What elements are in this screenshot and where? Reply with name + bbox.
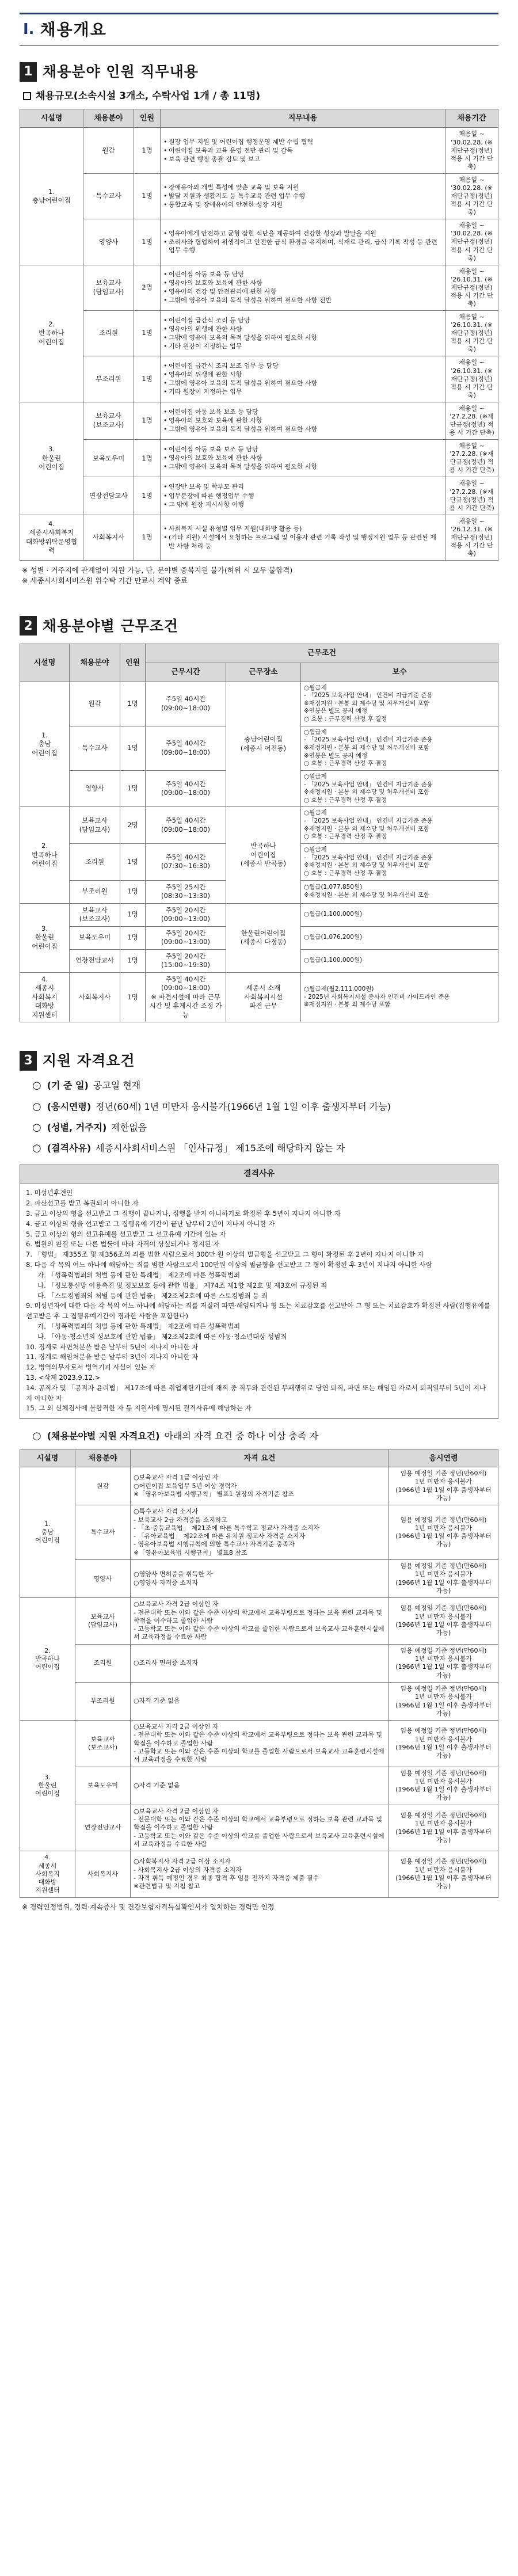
period-cell: 채용일 ~ '27.2.28. (※재단규정(정년) 적용 시 기간 단축) [445,477,498,515]
facility-name: 4. 세종시사회복지 대화방위탁운영협력 [20,515,83,560]
work-time: 주5일 40시간 (09:00~18:00) ※ 파견시설에 따라 근무시간 및 휴게시간 조정 가능 [146,972,226,1022]
table-row [20,1505,498,1560]
field-name: 특수교사 [75,1505,131,1560]
disqualification-item: 12. 병역의무자로서 병역기피 사실이 있는 자 [26,1363,156,1372]
facility-name: 4. 세종시 사회복지 대화방 지원센터 [20,1851,75,1897]
table-row [20,173,498,219]
headcount: 2명 [120,807,146,844]
headcount: 1명 [120,844,146,881]
table-row [20,440,498,477]
col-pay: 보수 [301,663,498,682]
section-1-title: 채용분야 인원 직무내용 [43,63,199,81]
positions-col-header: 채용분야 [83,109,134,128]
requirement-line [32,1121,498,1135]
work-conditions-table [20,644,498,1022]
section-2-title: 채용분야별 근무조건 [43,617,179,634]
field-name: 조리원 [83,311,134,356]
work-time: 주5일 40시간 (09:00~18:00) [146,726,226,770]
circle-bullet-icon: ○ [32,1100,41,1113]
period-cell: 채용일 ~ '27.2.28. (※재단규정(정년) 적용 시 기간 단축) [445,402,498,439]
field-name: 조리원 [75,1644,131,1682]
age-limit-cell: 임용 예정일 기준 정년(만60세) 1년 미만자 응시불가 (1966년 1월 1일 이후 출생자부터 가능) [389,1721,498,1767]
duty-item: • 어린이집 아동 보육 보조 등 담당 [163,446,442,454]
age-limit-cell: 임용 예정일 기준 정년(만60세) 1년 미만자 응시불가 (1966년 1월 1일 이후 출생자부터 가능) [389,1598,498,1644]
field-name: 보육도우미 [70,926,120,949]
headcount: 1명 [120,880,146,903]
age-limit-cell: 임용 예정일 기준 정년(만60세) 1년 미만자 응시불가 (1966년 1월 1일 이후 출생자부터 가능) [389,1505,498,1560]
disqualification-item: 나. 「아동·청소년의 성보호에 관한 법률」 제2조제2호에 따른 아동·청소년대상 성범죄 [37,1332,287,1341]
duties-cell [161,515,445,560]
disqualification-item: 11. 징계로 해임처분을 받은 날부터 3년이 지나지 아니한 자 [26,1353,199,1361]
duty-item: • 보육 관련 행정 총괄 검토 및 보고 [163,155,442,163]
qualification-text: 아래의 자격 요건 중 하나 이상 충족 자 [164,1430,318,1442]
duties-list [163,362,442,396]
qualification-cell: ○보육교사 자격 1급 이상인 자 ○어린이집 보육업무 5년 이상 경력자 ※「영유아보육법 시행규칙」 별표1 원장의 자격기준 참조 [131,1467,389,1505]
age-limit-cell: 임용 예정일 기준 정년(만60세) 1년 미만자 응시불가 (1966년 1월 1일 이후 출생자부터 가능) [389,1467,498,1505]
disqualification-item: 7. 「형법」 제355조 및 제356조의 죄를 범한 사람으로서 300만 원 이상의 벌금형을 선고받고 그 형이 확정된 후 2년이 지나지 아니한 자 [26,1250,424,1259]
period-cell: 채용일 ~ '26.10.31. (※재단규정(정년) 적용 시 기간 단축) [445,356,498,402]
duties-list [163,138,442,163]
facility-name: 3. 한울린 어린이집 [20,402,83,515]
disqualification-item: 3. 금고 이상의 형을 선고받고 그 집행이 끝나거나, 집행을 받지 아니하기로 확정된 후 5년이 지나지 아니한 자 [26,1209,341,1217]
work-time: 주5일 40시간 (09:00~18:00) [146,682,226,726]
table-row [20,1767,498,1805]
duty-item: • 사회복지 시설 유형별 업무 지원(대화방 활용 등) [163,525,442,533]
period-cell: 채용일 ~ '26.12.31. (※재단규정(정년) 적용 시 기간 단축) [445,515,498,560]
work-place: 충남어린이집 (세종시 어진동) [226,682,301,807]
pay-cell: ○월급제 - 「2025 보육사업 안내」 인건비 지급기준 준용 ※재정지원 · 본봉 외 제수당 및 처우개선비 포함 ○ 호봉 : 근무경력 산정 후 결정 [301,844,498,881]
duty-item: • 그밖에 영유아 보육의 목적 달성을 위하여 필요한 사항 [163,334,442,342]
age-limit-cell: 임용 예정일 기준 정년(만60세) 1년 미만자 응시불가 (1966년 1월 1일 이후 출생자부터 가능) [389,1560,498,1598]
field-name: 보육교사 (담임교사) [75,1598,131,1644]
duties-cell [161,173,445,219]
duty-item: • 그밖에 영유아 보육의 목적 달성을 위하여 필요한 사항 [163,463,442,471]
circle-bullet-icon: ○ [32,1142,41,1155]
duty-item: • 기타 원장이 지정하는 업무 [163,388,442,396]
page-header [20,13,498,46]
facility-name: 3. 한울린 어린이집 [20,1721,75,1851]
qualification-cell: ○특수교사 자격 소지자 - 보육교사 2급 자격증을 소지하고 - 「초·중등교육법」 제21조에 따른 특수학교 정교사 자격증 소지자 - 「유아교육법」 제22조에 따른 유치원 정교사 자격증 소지자 - 영유아보육법 시행규칙에 의한 특수교사 자격기준 충족자 ※「영유아보육법 시행규칙」 별표8 참조 [131,1505,389,1560]
field-name: 원감 [75,1467,131,1505]
pay-cell: ○월급(1,076,200원) [301,926,498,949]
col-place: 근무장소 [226,663,301,682]
table-row [20,311,498,356]
field-name: 사회복지사 [70,972,120,1022]
duty-item: • 발달 지원과 생활지도 등 특수교육 관련 업무 수행 [163,192,442,200]
table-row [20,128,498,173]
disqualification-item: 14. 공직자 및 「공직자 윤리법」 제17조에 따른 취업제한기관에 재직 중 직무와 관련된 부패행위로 당연 퇴직, 파면 또는 해임된 자로서 퇴직일부터 5년이 지나지 아니한 자 [26,1383,486,1402]
table-row [20,219,498,265]
duty-item: • 어린이집 아동 보육 보조 등 담당 [163,408,442,416]
requirement-label: (결격사유) [47,1143,92,1154]
table-row [20,972,498,1022]
positions-col-header: 인원 [134,109,161,128]
pay-cell: ○월급(1,077,850원) ※재정지원 · 본봉 외 제수당 및 처우개선비 포함 [301,880,498,903]
qualification-heading [32,1429,498,1443]
facility-name: 2. 반곡하나 어린이집 [20,807,70,903]
table-row [20,1644,498,1682]
period-cell: 채용일 ~ '26.10.31. (※재단규정(정년) 적용 시 기간 단축) [445,311,498,356]
disqualification-item: 나. 「정보통신망 이용촉진 및 정보보호 등에 관한 법률」 제74조 제1항 제2호 및 제3호에 규정된 죄 [37,1281,327,1289]
duties-cell [161,128,445,173]
field-name: 영양사 [75,1560,131,1598]
field-name: 보육교사 (담임교사) [83,265,134,310]
period-cell: 채용일 ~ '26.10.31. (※재단규정(정년) 적용 시 기간 단축) [445,265,498,310]
section-1-notes [22,565,498,586]
circle-bullet-icon: ○ [32,1121,41,1133]
headcount: 1명 [120,926,146,949]
qualification-col-header: 채용분야 [75,1449,131,1467]
qualification-cell: ○보육교사 자격 2급 이상인 자 - 전문대학 또는 이와 같은 수준 이상의 학교에서 교육부령으로 정하는 보육 관련 교과목 및 학점을 이수하고 졸업한 사람 - 고등학교 또는 이와 같은 수준 이상의 학교를 졸업한 사람으로서 보육교사 교육훈련시설에서 교육과정을 수료한 사람 [131,1721,389,1767]
qualification-col-header: 자격 요건 [131,1449,389,1467]
pay-cell: ○월급(1,100,000원) [301,949,498,972]
duties-cell [161,265,445,310]
disqualification-item: 6. 법원의 판결 또는 다른 법률에 따라 자격이 상실되거나 정지된 자 [26,1240,220,1249]
qualification-col-header: 응시연령 [389,1449,498,1467]
table-row [20,515,498,560]
duty-item: • 그 밖에 원장 지시사항 이행 [163,501,442,509]
table-row [20,265,498,310]
duty-item: • 그밖에 영유아 보육의 목적 달성을 위하여 필요한 사항 [163,425,442,433]
col-field: 채용분야 [70,644,120,682]
age-limit-cell: 임용 예정일 기준 정년(만60세) 1년 미만자 응시불가 (1966년 1월 1일 이후 출생자부터 가능) [389,1767,498,1805]
requirement-line [32,1100,498,1114]
field-name: 영양사 [83,219,134,265]
recruit-scale [23,90,498,103]
duty-item: • 어린이집 급간식 조리 등 담당 [163,317,442,325]
duties-list [163,446,442,471]
disqualification-item: 9. 미성년자에 대한 다음 각 목의 어느 하나에 해당하는 죄를 저질러 파면·해임되거나 형 또는 치료감호를 선고받아 그 형 또는 치료감호가 확정된 사람(집행유예를 선고받은 후 그 집행유예기간이 경과한 사람을 포함한다) [26,1302,490,1321]
section-1-heading [20,62,498,82]
work-place: 세종시 소재 사회복지시설 파견 근무 [226,972,301,1022]
work-time: 주5일 20시간 (09:00~13:00) [146,903,226,926]
section-2-heading [20,616,498,636]
duty-item: • 영유아에게 안전하고 균형 잡힌 식단을 제공하여 건강한 성장과 발달을 지원 [163,230,442,238]
duties-cell [161,311,445,356]
disqualification-item: 8. 다음 각 목의 어느 하나에 해당하는 죄를 범한 사람으로서 100만원 이상의 벌금형을 선고받고 그 형이 확정된 후 3년이 지나지 아니한 사람 [26,1261,432,1269]
positions-col-header: 직무내용 [161,109,445,128]
duty-item: • 어린이집 급간식 조리 보조 업무 등 담당 [163,362,442,370]
duty-item: • 어린이집 보육과 교육 운영 전반 관리 및 감독 [163,147,442,155]
duties-list [163,230,442,254]
note-line: ※ 세종시사회서비스원 위수탁 기간 만료시 계약 종료 [22,576,188,585]
disqualification-item: 다. 「스토킹범죄의 처벌 등에 관한 법률」 제2조제2호에 따른 스토킹범죄 등 죄 [37,1291,268,1300]
duties-cell [161,440,445,477]
work-time: 주5일 20시간 (15:00~19:30) [146,949,226,972]
headcount: 1명 [120,770,146,807]
qualification-cell: ○영양사 면허증을 취득한 자 ○영양사 자격증 소지자 [131,1560,389,1598]
headcount: 1명 [134,440,161,477]
table-row [20,1467,498,1505]
headcount: 1명 [120,972,146,1022]
table-row [20,1805,498,1851]
pay-cell: ○월급(1,100,000원) [301,903,498,926]
field-name: 보육도우미 [75,1767,131,1805]
facility-name: 3. 한울린 어린이집 [20,903,70,972]
duties-list [163,271,442,305]
facility-name: 1. 충남 어린이집 [20,682,70,807]
qualification-cell: ○자격 기준 없음 [131,1682,389,1720]
duty-item: • 연장반 보육 및 학부모 관리 [163,483,442,491]
requirement-line [32,1079,498,1093]
positions-table [20,109,498,561]
qualification-col-header: 시설명 [20,1449,75,1467]
table-row [20,402,498,439]
field-name: 조리원 [70,844,120,881]
headcount: 1명 [134,173,161,219]
pay-cell: ○월급제 - 「2025 보육사업 안내」 인건비 지급기준 준용 ※재정지원 · 본봉 외 제수당 및 처우개선비 포함 ※연봉은 별도 공지 예정 ○ 호봉 : 근무경력 산정 후 결정 [301,726,498,770]
table-row [20,1682,498,1720]
field-name: 부조리원 [70,880,120,903]
disqualification-item: 5. 금고 이상의 형의 선고유예를 선고받고 그 선고유예 기간에 있는 자 [26,1230,226,1238]
circle-bullet-icon: ○ [32,1079,41,1092]
section-1-number: 1 [20,62,37,82]
facility-name: 1. 충남 어린이집 [20,1467,75,1598]
field-name: 영양사 [70,770,120,807]
disqualification-item: 4. 금고 이상의 형을 선고받고 그 집행유예 기간이 끝난 날부터 2년이 지나지 아니한 자 [26,1219,275,1228]
section-3-heading [20,1051,498,1071]
requirement-line [32,1141,498,1155]
disqualification-item: 10. 징계로 파면처분을 받은 날부터 5년이 지나지 아니한 자 [26,1342,199,1351]
table-row [20,682,498,726]
field-name: 연장전담교사 [70,949,120,972]
work-time: 주5일 40시간 (09:00~18:00) [146,770,226,807]
col-time: 근무시간 [146,663,226,682]
field-name: 부조리원 [75,1682,131,1720]
period-cell: 채용일 ~ '27.2.28. (※재단규정(정년) 적용 시 기간 단축) [445,440,498,477]
facility-name: 1. 충남어린이집 [20,128,83,265]
headcount: 1명 [134,402,161,439]
duty-item: • 그밖에 영유아 보육의 목적 달성을 위하여 필요한 사항 전반 [163,296,442,305]
duties-list [163,184,442,209]
headcount: 1명 [134,515,161,560]
page-header-number: Ⅰ. [23,21,35,39]
work-time: 주5일 40시간 (07:30~16:30) [146,844,226,881]
duties-list [163,408,442,433]
duty-item: • 영유아의 위생에 관한 사항 [163,325,442,333]
positions-col-header: 채용기간 [445,109,498,128]
headcount: 1명 [134,356,161,402]
page-title: 채용개요 [40,20,107,40]
period-cell: 채용일 ~ '30.02.28. (※재단규정(정년) 적용 시 기간 단축) [445,128,498,173]
field-name: 사회복지사 [75,1851,131,1897]
field-name: 보육교사 (담임교사) [70,807,120,844]
qualification-cell: ○보육교사 자격 2급 이상인 자 - 전문대학 또는 이와 같은 수준 이상의 학교에서 교육부령으로 정하는 보육 관련 교과목 및 학점을 이수하고 졸업한 사람 - 고등학교 또는 이와 같은 수준 이상의 학교를 졸업한 사람으로서 보육교사 교육훈련시설에서 교육과정을 수료한 사람 [131,1598,389,1644]
section-3-title: 지원 자격요건 [43,1052,135,1070]
note-line: ※ 성별 · 거주지에 관계없이 지원 가능, 단, 분야별 중복지원 불가(허위 시 모두 불합격) [22,566,293,575]
square-bullet-icon [23,92,31,100]
age-limit-cell: 임용 예정일 기준 정년(만60세) 1년 미만자 응시불가 (1966년 1월 1일 이후 출생자부터 가능) [389,1644,498,1682]
field-name: 특수교사 [70,726,120,770]
duty-item: • 영유아의 건강 및 안전관리에 관한 사항 [163,288,442,296]
requirement-text: 세종시사회서비스원 「인사규정」 제15조에 해당하지 않는 자 [96,1143,345,1154]
field-name: 보육도우미 [83,440,134,477]
requirement-text: 정년(60세) 1년 미만자 응시불가(1966년 1월 1일 이후 출생자부터 가능) [96,1101,391,1112]
table-row [20,903,498,926]
section-3-number: 3 [20,1051,37,1071]
pay-cell: ○월급제 - 「2025 보육사업 안내」 인건비 지급기준 준용 ※재정지원 · 본봉 외 제수당 및 처우개선비 포함 ※연봉은 별도 공지 예정 ○ 호봉 : 근무경력 산정 후 결정 [301,682,498,726]
duty-item: • (기타 지원) 시설에서 요청하는 프로그램 및 이용자 관련 기록 작성 및 행정지원 업무 등 관련된 제반 사항 처리 등 [163,534,442,550]
disqualification-item: 가. 「성폭력범죄의 처벌 등에 관한 특례법」 제2조에 따른 성폭력범죄 [37,1322,241,1330]
disqualification-item: 1. 미성년후견인 [26,1189,73,1197]
qualification-table [20,1449,498,1898]
duties-cell [161,402,445,439]
requirement-label: (기 준 일) [47,1080,89,1091]
table-row [20,1560,498,1598]
field-name: 원감 [83,128,134,173]
positions-col-header: 시설명 [20,109,83,128]
headcount: 1명 [134,128,161,173]
field-name: 연장전담교사 [75,1805,131,1851]
duty-item: • 업무분장에 따른 행정업무 수행 [163,492,442,500]
qualification-cell: ○조리사 면허증 소지자 [131,1644,389,1682]
field-name: 연장전담교사 [83,477,134,515]
work-place: 반곡하나 어린이집 (세종시 반곡동) [226,807,301,903]
headcount: 2명 [134,265,161,310]
table-row [20,1851,498,1897]
age-limit-cell: 임용 예정일 기준 정년(만60세) 1년 미만자 응시불가 (1966년 1월 1일 이후 출생자부터 가능) [389,1851,498,1897]
duty-item: • 영유아의 보호와 보육에 관한 사항 [163,454,442,462]
recruit-scale-text: 채용규모(소속시설 3개소, 수탁사업 1개 / 총 11명) [36,90,261,102]
section-2-number: 2 [20,616,37,636]
duty-item: • 어린이집 아동 보육 등 담당 [163,271,442,279]
work-time: 주5일 40시간 (09:00~18:00) [146,807,226,844]
field-name: 부조리원 [83,356,134,402]
duties-list [163,525,442,550]
table-row [20,1721,498,1767]
disqualification-item: 13. <삭제 2023.9.12.> [26,1373,101,1382]
field-name: 특수교사 [83,173,134,219]
pay-cell: ○월급제 - 「2025 보육사업 안내」 인건비 지급기준 준용 ※재정지원 · 본봉 외 제수당 및 처우개선비 포함 ○ 호봉 : 근무경력 산정 후 결정 [301,807,498,844]
qualification-label: (채용분야별 지원 자격요건) [47,1430,160,1442]
duty-item: • 장애유아의 개별 특성에 맞춘 교육 및 보육 지원 [163,184,442,192]
duties-list [163,483,442,508]
requirement-list [20,1079,498,1155]
duties-cell [161,477,445,515]
work-time: 주5일 20시간 (09:00~13:00) [146,926,226,949]
duty-item: • 기타 원장이 지정하는 업무 [163,343,442,351]
duties-list [163,317,442,351]
facility-name: 4. 세종시 사회복지 대화방 지원센터 [20,972,70,1022]
disqualification-item: 가. 「성폭력범죄의 처벌 등에 관한 특례법」 제2조에 따른 성폭력범죄 [37,1270,241,1279]
requirement-label: (응시연령) [47,1101,92,1112]
pay-cell: ○월급제 - 「2025 보육사업 안내」 인건비 지급기준 준용 ※재정지원 · 본봉 외 제수당 및 처우개선비 포함 ○ 호봉 : 근무경력 산정 후 결정 [301,770,498,807]
headcount: 1명 [120,726,146,770]
headcount: 1명 [120,903,146,926]
age-limit-cell: 임용 예정일 기준 정년(만60세) 1년 미만자 응시불가 (1966년 1월 1일 이후 출생자부터 가능) [389,1805,498,1851]
requirement-text: 제한없음 [111,1121,147,1133]
duty-item: • 원장 업무 지원 및 어린이집 행정운영 제반 수립 협력 [163,138,442,146]
requirement-text: 공고일 현재 [93,1080,141,1091]
qualification-cell: ○사회복지사 자격 2급 이상 소지자 - 사회복지사 2급 이상의 자격증 소지자 - 자격 취득 예정인 경우 최종 합격 후 임용 전까지 자격증 제출 필수 ※관련법규 및 지침 참고 [131,1851,389,1897]
pay-cell: ○월급제(월2,111,000원) - 2025년 사회복지시설 종사자 인건비 가이드라인 준용 ※재정지원 · 본봉 외 제수당 포함 [301,972,498,1022]
period-cell: 채용일 ~ '30.02.28. (※재단규정(정년) 적용 시 기간 단축) [445,173,498,219]
headcount: 1명 [134,477,161,515]
field-name: 원감 [70,682,120,726]
duty-item: • 조리사와 협업하여 위생적이고 안전한 급식 환경을 유지하며, 식재료 관리, 급식 기록 작성 등 관련 업무 수행 [163,238,442,254]
headcount: 1명 [134,219,161,265]
duties-cell [161,219,445,265]
table-row [20,356,498,402]
circle-bullet-icon: ○ [32,1430,41,1443]
footnote: ※ 경력인정범위, 경력·계속증사 및 건강보험자격득실확인서가 일치하는 경력만 인정 [22,1902,275,1911]
requirement-label: (성별, 거주지) [47,1121,107,1133]
field-name: 보육교사 (보조교사) [83,402,134,439]
period-cell: 채용일 ~ '30.02.28. (※재단규정(정년) 적용 시 기간 단축) [445,219,498,265]
duty-item: • 통합교육 및 장애유아의 안전한 성장 지원 [163,201,442,209]
field-name: 보육교사 (보조교사) [75,1721,131,1767]
field-name: 보육교사 (보조교사) [70,903,120,926]
work-time: 주5일 25시간 (08:30~13:30) [146,880,226,903]
duty-item: • 영유아의 보호와 보육에 관한 사항 [163,417,442,425]
qualification-cell: ○보육교사 자격 2급 이상인 자 - 전문대학 또는 이와 같은 수준 이상의 학교에서 교육부령으로 정하는 보육 관련 교과목 및 학점을 이수하고 졸업한 사람 - 고등학교 또는 이와 같은 수준 이상의 학교를 졸업한 사람으로서 보육교사 교육훈련시설에서 교육과정을 수료한 사람 [131,1805,389,1851]
headcount: 1명 [120,949,146,972]
headcount: 1명 [120,682,146,726]
field-name: 사회복지사 [83,515,134,560]
duty-item: • 영유아의 위생에 관한 사항 [163,371,442,379]
qualification-cell: ○자격 기준 없음 [131,1767,389,1805]
work-place: 한울린어린이집 (세종시 다정동) [226,903,301,972]
age-limit-cell: 임용 예정일 기준 정년(만60세) 1년 미만자 응시불가 (1966년 1월 1일 이후 출생자부터 가능) [389,1682,498,1720]
disqualification-box [20,1165,498,1419]
table-row [20,807,498,844]
duty-item: • 영유아의 보호와 보육에 관한 사항 [163,279,442,287]
col-conditions-group: 근무조건 [146,644,498,663]
duty-item: • 그밖에 영유아 보육의 목적 달성을 위하여 필요한 사항 [163,379,442,387]
duties-cell [161,356,445,402]
headcount: 1명 [134,311,161,356]
disqualification-item: 2. 파산선고를 받고 복권되지 아니한 자 [26,1199,139,1208]
col-count: 인원 [120,644,146,682]
disqualification-title: 결격사유 [20,1165,498,1184]
facility-name: 2. 반곡하나 어린이집 [20,1598,75,1721]
col-facility: 시설명 [20,644,70,682]
facility-name: 2. 반곡하나 어린이집 [20,265,83,402]
table-row [20,1598,498,1644]
disqualification-item: 15. 그 외 신체검사에 불합격한 자 등 지원서에 명시된 결격사유에 해당하는 자 [26,1404,252,1413]
table-row [20,477,498,515]
